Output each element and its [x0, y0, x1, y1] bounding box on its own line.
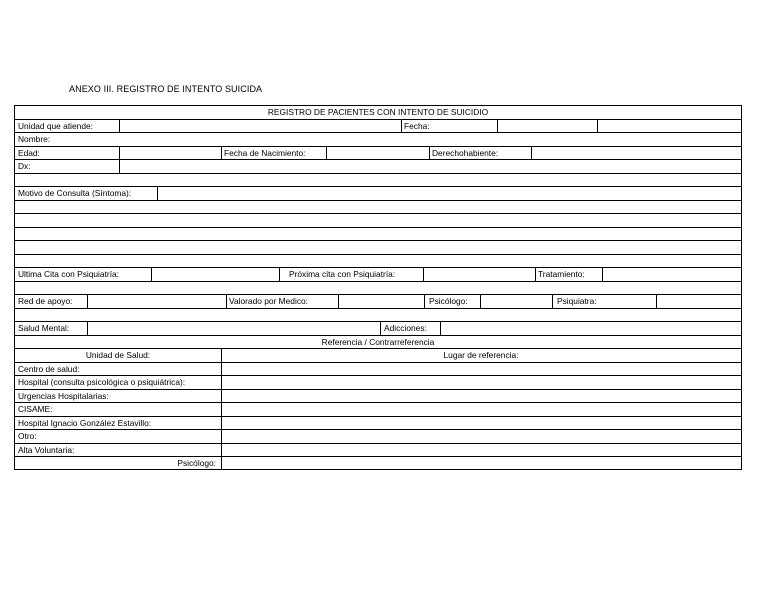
referral-row-label: Otro: [18, 431, 37, 441]
lugar-referencia-label: Lugar de referencia: [443, 350, 519, 360]
referral-row-field[interactable] [221, 403, 741, 416]
referral-row-label: Centro de salud: [18, 363, 80, 374]
referral-row [14, 443, 742, 457]
motivo-field[interactable] [157, 187, 741, 200]
salud-mental-field[interactable] [87, 322, 382, 335]
referral-row-label: Hospital Ignacio González Estavillo: [18, 417, 152, 428]
nombre-label: Nombre: [18, 134, 51, 144]
referral-row [14, 362, 742, 376]
edad-label: Edad: [18, 147, 40, 158]
tratamiento-label: Tratamiento: [538, 269, 585, 279]
referral-row [14, 429, 742, 443]
referral-row [14, 389, 742, 403]
referral-row-label: Urgencias Hospitalarias: [18, 390, 109, 401]
motivo-label: Motivo de Consulta (Síntoma): [18, 188, 132, 198]
proxima-cita-field[interactable] [423, 268, 538, 281]
edad-field[interactable] [119, 147, 224, 160]
motivo-line[interactable] [14, 213, 742, 227]
row-salud-mental [14, 321, 742, 335]
unidad-salud-label: Unidad de Salud: [85, 350, 151, 360]
row-red-apoyo [14, 294, 742, 308]
annex-title: ANEXO III. REGISTRO DE INTENTO SUICIDA [69, 84, 263, 94]
referral-row-field[interactable] [221, 430, 741, 443]
referral-row [14, 416, 742, 430]
fecha-field[interactable] [497, 120, 600, 133]
row-citas [14, 267, 742, 281]
referral-row-field[interactable] [221, 444, 741, 457]
row-motivo [14, 186, 742, 200]
ultima-cita-field[interactable] [151, 268, 282, 281]
referral-row-field[interactable] [221, 363, 741, 376]
form-title: REGISTRO DE PACIENTES CON INTENTO DE SUICIDIO [267, 107, 489, 117]
motivo-line[interactable] [14, 227, 742, 241]
referral-row-field[interactable] [221, 417, 741, 430]
row-nombre [14, 132, 742, 146]
referral-row [14, 402, 742, 416]
suicide-attempt-form [14, 105, 742, 470]
valorado-field[interactable] [338, 295, 427, 308]
psicologo-field[interactable] [480, 295, 555, 308]
tratamiento-field[interactable] [602, 268, 741, 281]
motivo-line[interactable] [14, 200, 742, 214]
psicologo-footer-label: Psicólogo: [177, 458, 216, 468]
blank-row [14, 254, 742, 268]
salud-mental-label: Salud Mental: [18, 323, 70, 333]
blank-row [14, 308, 742, 322]
adicciones-field[interactable] [440, 322, 741, 335]
row-referencia-title [14, 335, 742, 349]
row-psicologo-footer [14, 456, 742, 470]
fecha-label: Fecha: [404, 120, 430, 131]
nombre-field[interactable] [119, 133, 741, 146]
row-edad [14, 146, 742, 160]
red-apoyo-label: Red de apoyo: [18, 296, 73, 306]
referencia-title: Referencia / Contrarreferencia [321, 336, 435, 347]
psicologo-footer-field[interactable] [221, 457, 741, 469]
referral-row-field[interactable] [221, 390, 741, 403]
unidad-field[interactable] [119, 120, 404, 133]
referral-row-label: Alta Voluntaria: [18, 444, 75, 455]
red-apoyo-field[interactable] [87, 295, 228, 308]
derechohabiente-label: Derechohabiente: [432, 147, 499, 158]
psiquiatra-label: Psiquiatra: [557, 296, 597, 306]
unidad-label: Unidad que atiende: [18, 120, 93, 131]
referral-row [14, 375, 742, 389]
proxima-cita-label: Próxima cita con Psiquiatría: [289, 269, 396, 279]
derechohabiente-field[interactable] [531, 147, 741, 160]
adicciones-label: Adicciones: [384, 323, 427, 333]
psicologo-label: Psicólogo: [429, 296, 468, 306]
fecha-nacimiento-field[interactable] [326, 147, 432, 160]
blank-row [14, 281, 742, 295]
blank-row [14, 173, 742, 187]
row-referral-header [14, 348, 742, 362]
fecha-nacimiento-label: Fecha de Nacimiento: [224, 147, 306, 158]
dx-label: Dx: [18, 161, 31, 171]
ultima-cita-label: Ultima Cita con Psiquiatría: [18, 269, 120, 279]
dx-field[interactable] [119, 160, 741, 173]
referral-row-label: CISAME: [18, 404, 53, 414]
referral-row-label: Hospital (consulta psicológica o psiquiátrica): [18, 377, 186, 387]
form-title-row [14, 105, 742, 119]
row-unidad [14, 119, 742, 133]
valorado-label: Valorado por Medico: [229, 296, 308, 306]
motivo-line[interactable] [14, 240, 742, 254]
psiquiatra-field[interactable] [656, 295, 741, 308]
row-dx [14, 159, 742, 173]
referral-row-field[interactable] [221, 376, 741, 389]
